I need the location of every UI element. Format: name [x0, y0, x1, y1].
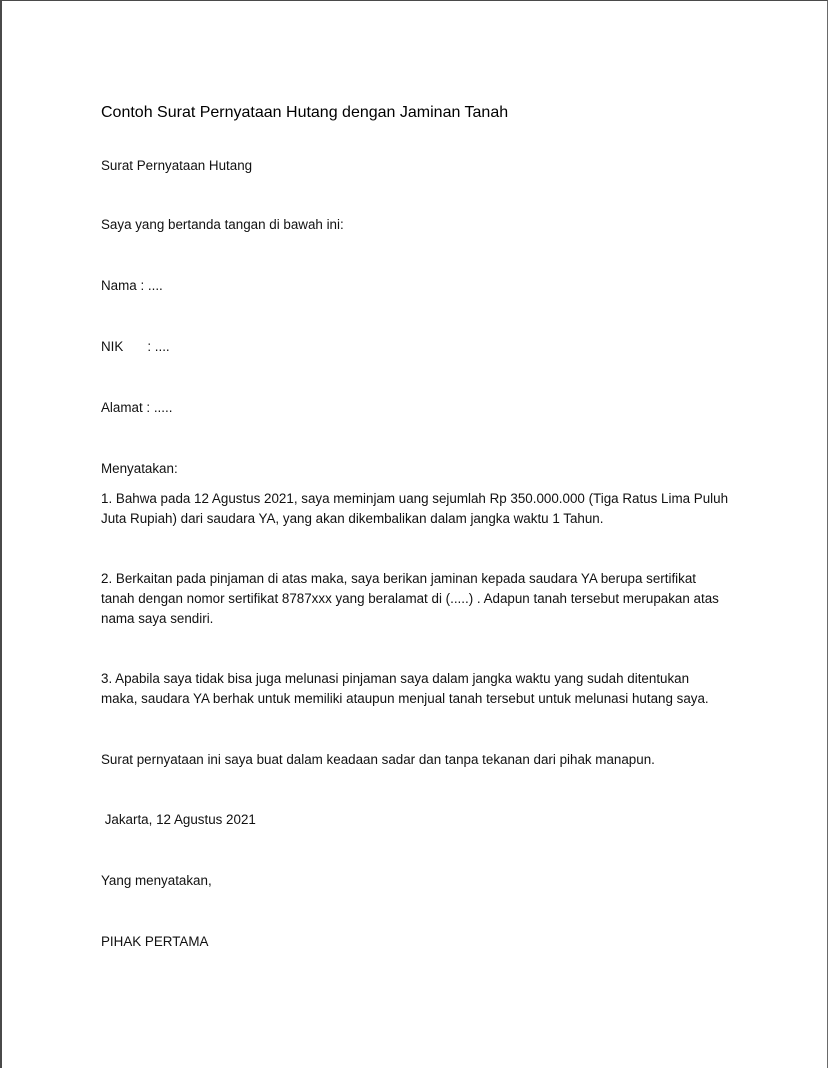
field-nik-value: : ....	[147, 339, 170, 354]
field-nik-label: NIK	[101, 339, 124, 354]
signatory: PIHAK PERTAMA	[101, 934, 209, 949]
point-3-line-2: maka, saudara YA berhak untuk memiliki ataupun menjual tanah tersebut untuk melunasi hutang saya.	[101, 691, 709, 706]
field-alamat: Alamat : .....	[101, 400, 173, 415]
point-3-line-1: 3. Apabila saya tidak bisa juga melunasi pinjaman saya dalam jangka waktu yang sudah ditentukan	[101, 671, 690, 686]
intro-text: Saya yang bertanda tangan di bawah ini:	[101, 217, 344, 232]
point-1-line-2: Juta Rupiah) dari saudara YA, yang akan dikembalikan dalam jangka waktu 1 Tahun.	[101, 511, 604, 526]
declares-label: Menyatakan:	[101, 461, 178, 476]
letter-heading: Surat Pernyataan Hutang	[101, 158, 253, 173]
field-nik	[101, 337, 170, 357]
document-title: Contoh Surat Pernyataan Hutang dengan Jaminan Tanah	[101, 104, 509, 121]
field-nama: Nama : ....	[101, 278, 163, 293]
point-2-line-1: 2. Berkaitan pada pinjaman di atas maka, saya berikan jaminan kepada saudara YA berupa sertifikat	[101, 571, 697, 586]
place-date: Jakarta, 12 Agustus 2021	[101, 812, 256, 827]
point-2-line-2: tanah dengan nomor sertifikat 8787xxx yang beralamat di (.....) . Adapun tanah tersebut merupakan atas	[101, 591, 719, 606]
point-2-line-3: nama saya sendiri.	[101, 611, 214, 626]
signoff: Yang menyatakan,	[101, 873, 212, 888]
point-1-line-1: 1. Bahwa pada 12 Agustus 2021, saya meminjam uang sejumlah Rp 350.000.000 (Tiga Ratus Lima Puluh	[101, 491, 729, 506]
closing-statement: Surat pernyataan ini saya buat dalam keadaan sadar dan tanpa tekanan dari pihak manapun.	[101, 752, 655, 767]
